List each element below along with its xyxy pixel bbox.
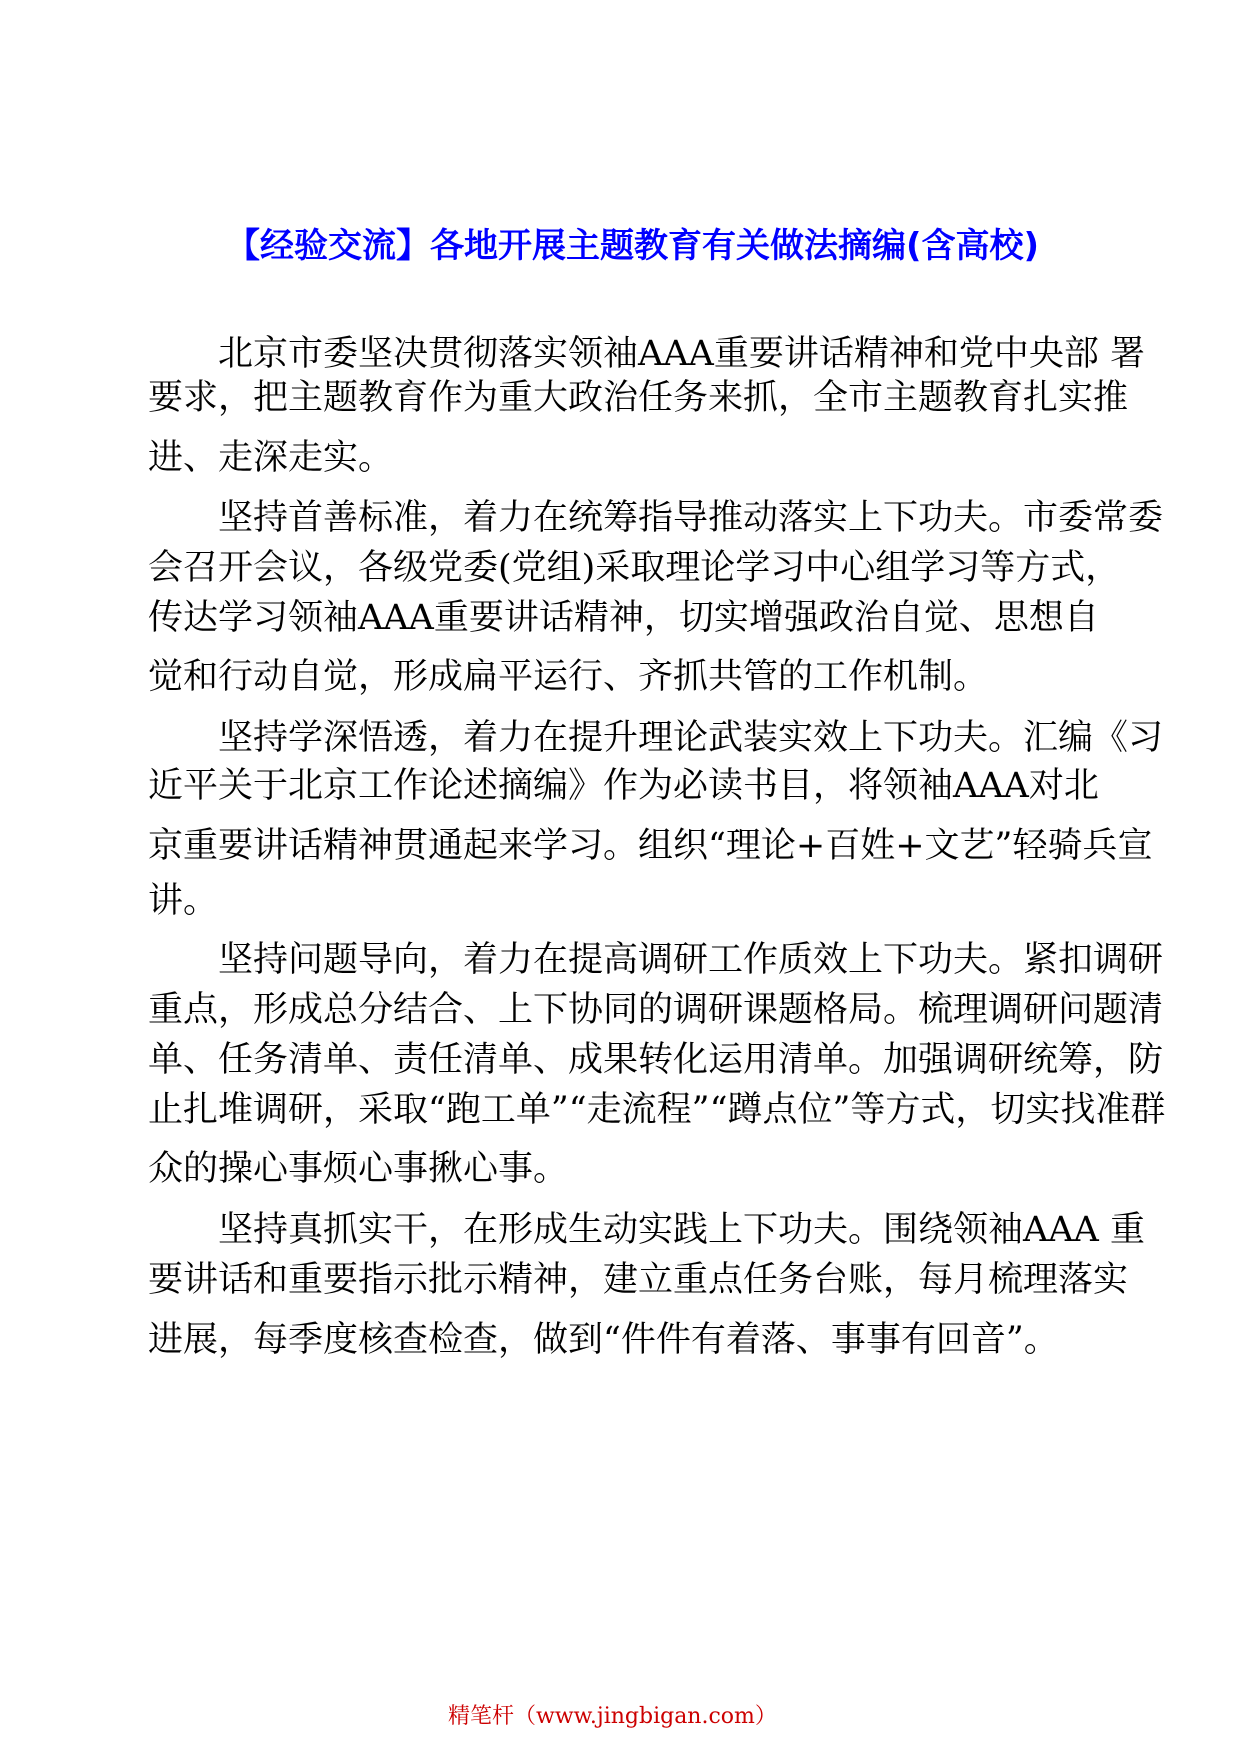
body-line-13: 重点，形成总分结合、上下协同的调研课题格局。梳理调研问题清 bbox=[148, 990, 1164, 1030]
body-line-12: 坚持问题导向，着力在提高调研工作质效上下功夫。紧扣调研 bbox=[148, 940, 1164, 980]
document-title: 【经验交流】各地开展主题教育有关做法摘编(含高校) bbox=[226, 226, 1040, 266]
body-line-6: 传达学习领袖AAA重要讲话精神，切实增强政治自觉、思想自 bbox=[148, 598, 1099, 638]
body-line-9: 近平关于北京工作论述摘编》作为必读书目，将领袖AAA对北 bbox=[148, 766, 1099, 806]
body-line-17: 坚持真抓实干，在形成生动实践上下功夫。围绕领袖AAA 重 bbox=[148, 1210, 1145, 1250]
page-footer-source: 精笔杆（www.jingbigan.com） bbox=[448, 1704, 777, 1729]
body-line-8: 坚持学深悟透，着力在提升理论武装实效上下功夫。汇编《习 bbox=[148, 718, 1164, 758]
body-line-4: 坚持首善标准，着力在统筹指导推动落实上下功夫。市委常委 bbox=[148, 498, 1164, 538]
body-line-16: 众的操心事烦心事揪心事。 bbox=[148, 1149, 569, 1189]
body-line-19: 进展，每季度核查检查，做到“件件有着落、事事有回音”。 bbox=[148, 1320, 1059, 1360]
body-line-1: 北京市委坚决贯彻落实领袖AAA重要讲话精神和党中央部 署 bbox=[148, 334, 1145, 374]
body-line-15: 止扎堆调研，采取“跑工单”“走流程”“蹲点位”等方式，切实找准群 bbox=[148, 1090, 1166, 1130]
body-line-5: 会召开会议，各级党委(党组)采取理论学习中心组学习等方式， bbox=[148, 548, 1121, 588]
body-line-3: 进、走深走实。 bbox=[148, 438, 394, 478]
body-line-2: 要求，把主题教育作为重大政治任务来抓，全市主题教育扎实推 bbox=[148, 378, 1129, 418]
body-line-14: 单、任务清单、责任清单、成果转化运用清单。加强调研统筹，防 bbox=[148, 1040, 1164, 1080]
body-line-7: 觉和行动自觉，形成扁平运行、齐抓共管的工作机制。 bbox=[148, 657, 989, 697]
body-line-10: 京重要讲话精神贯通起来学习。组织“理论+百姓+文艺”轻骑兵宣 bbox=[148, 826, 1153, 866]
body-line-11: 讲。 bbox=[148, 881, 219, 921]
body-line-18: 要讲话和重要指示批示精神，建立重点任务台账，每月梳理落实 bbox=[148, 1260, 1129, 1300]
